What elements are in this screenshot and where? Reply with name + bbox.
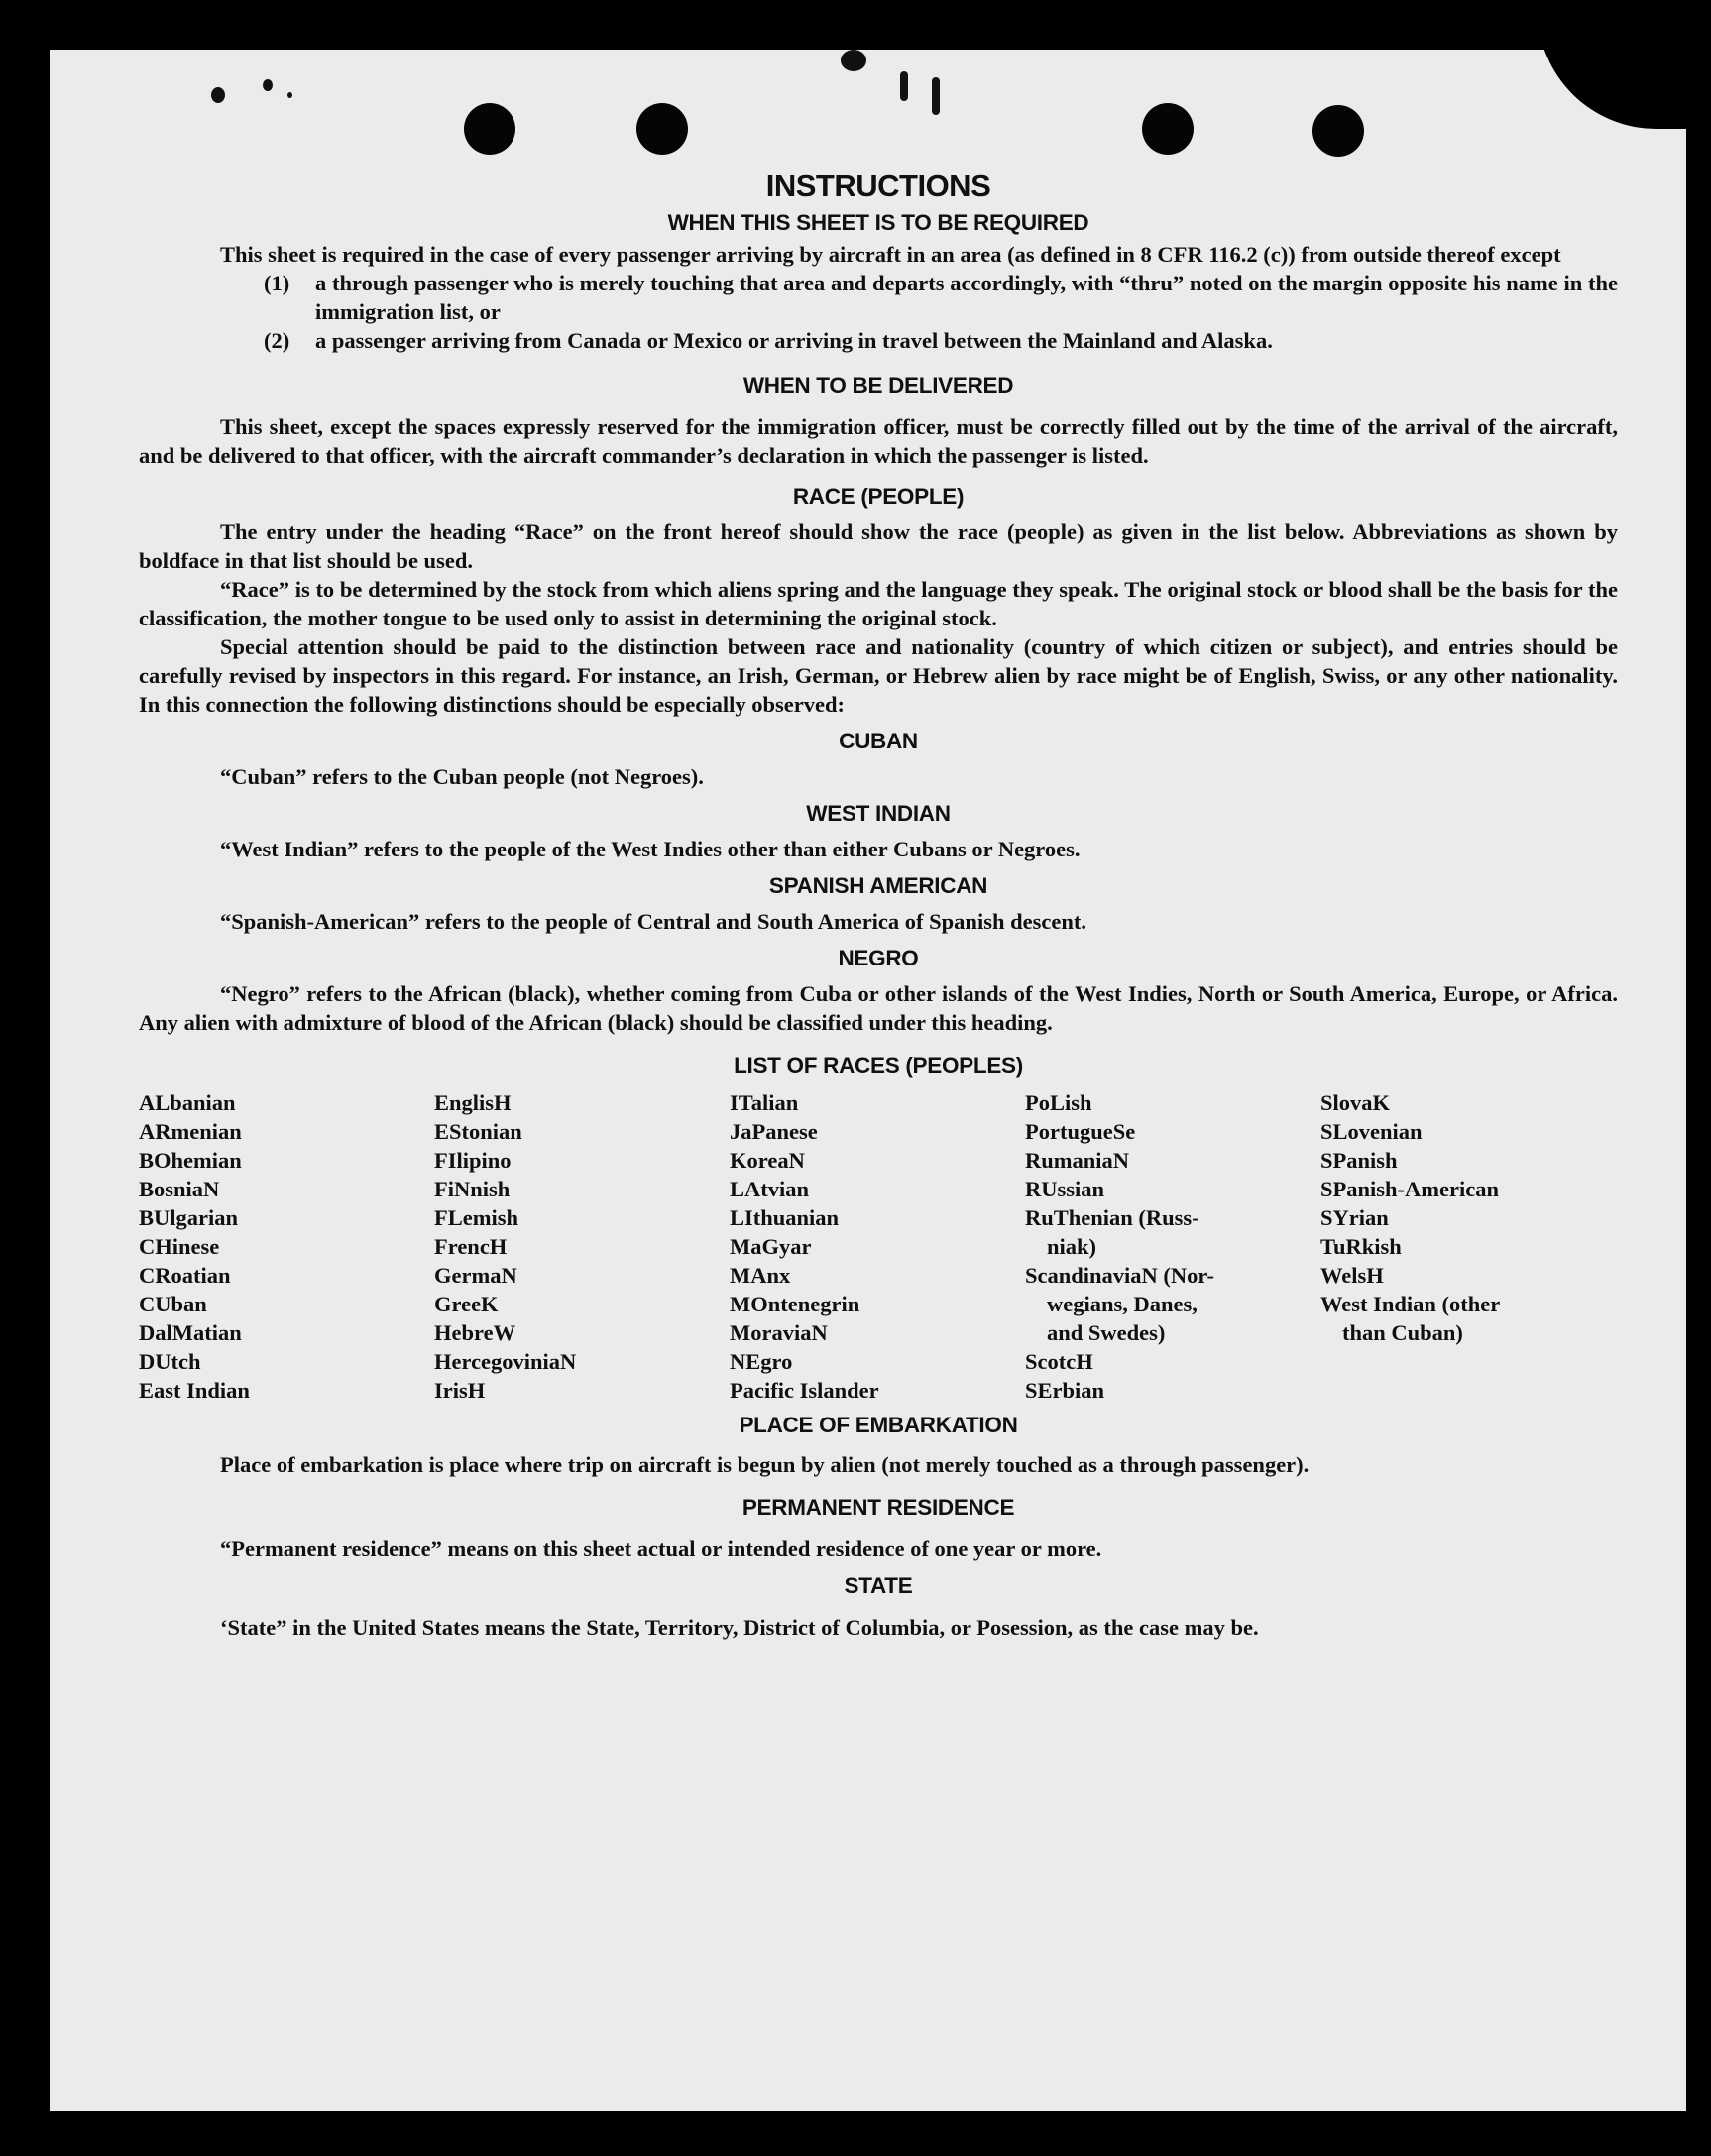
item-number: (1) [264, 271, 290, 295]
race-entry: WelsH [1320, 1263, 1384, 1288]
race-entry: EStonian [434, 1119, 522, 1144]
paragraph: “West Indian” refers to the people of the West Indies other than either Cubans or Negroes. [220, 837, 1081, 861]
item-number: (2) [264, 328, 290, 353]
section-heading: LIST OF RACES (PEOPLES) [734, 1053, 1023, 1078]
race-entry: SPanish-American [1320, 1177, 1499, 1201]
race-entry: LAtvian [730, 1177, 810, 1201]
race-entry: ITalian [730, 1090, 799, 1115]
race-entry: Pacific Islander [730, 1378, 879, 1403]
race-entry: CUban [139, 1292, 207, 1316]
race-entry: BOhemian [139, 1148, 242, 1173]
page-title: INSTRUCTIONS [765, 169, 991, 203]
section-heading: WHEN TO BE DELIVERED [742, 373, 1014, 397]
item-text: a through passenger who is merely touching that area and departs accordingly, with “thru” noted on the margin opposite his name in the immigration list, or [315, 271, 1618, 324]
document-page [50, 50, 1686, 2111]
race-entry: BUlgarian [139, 1205, 239, 1230]
race-entry: ARmenian [139, 1119, 242, 1144]
list-item [139, 269, 1618, 326]
paragraph: This sheet, except the spaces expressly reserved for the immigration officer, must be correctly filled out by the time of the arrival of the aircraft, and be delivered to that officer, with the aircraft commander’s declaration in which the passenger is listed. [139, 414, 1618, 468]
race-entry: DUtch [139, 1349, 201, 1374]
race-entry: JaPanese [730, 1119, 818, 1144]
race-entry: DalMatian [139, 1320, 242, 1345]
race-entry: KoreaN [730, 1148, 805, 1173]
paragraph: Special attention should be paid to the distinction between race and nationality (country of which citizen or subject), and entries should be carefully revised by inspectors in this regard. For instance, an Irish, German, or Hebrew alien by race might be of English, Swiss, or any other nationality. In this connection the following distinctions should be especially observed: [139, 634, 1618, 717]
race-entry: ALbanian [139, 1090, 236, 1115]
race-entry-continued: niak) [1047, 1234, 1097, 1259]
race-column [1320, 1088, 1616, 1405]
paragraph: “Spanish-American” refers to the people of Central and South America of Spanish descent. [220, 909, 1086, 934]
race-entry: NEgro [730, 1349, 793, 1374]
race-entry: CHinese [139, 1234, 220, 1259]
race-entry: GreeK [434, 1292, 499, 1316]
ink-speck [287, 92, 292, 98]
punch-hole [1312, 105, 1364, 157]
race-entry: RuThenian (Russ- [1025, 1205, 1199, 1230]
race-entry: SYrian [1320, 1205, 1389, 1230]
race-entry: ScandinaviaN (Nor- [1025, 1263, 1215, 1288]
paragraph: “Negro” refers to the African (black), whether coming from Cuba or other islands of the West Indies, North or South America, Europe, or Africa. Any alien with admixture of blood of the African (black) should be classified under this heading. [139, 981, 1618, 1035]
section-heading: STATE [844, 1573, 913, 1598]
paragraph: ‘State” in the United States means the State, Territory, District of Columbia, or Posession, as the case may be. [220, 1615, 1259, 1640]
paragraph-text: in that list should be used. [224, 548, 473, 573]
section-heading: WHEN THIS SHEET IS TO BE REQUIRED [667, 210, 1089, 235]
race-entry: CRoatian [139, 1263, 231, 1288]
section-heading: CUBAN [839, 729, 918, 753]
race-entry: MaGyar [730, 1234, 812, 1259]
paragraph: Place of embarkation is place where trip on aircraft is begun by alien (not merely touched as a through passenger). [220, 1452, 1310, 1477]
race-entry: ScotcH [1025, 1349, 1093, 1374]
section-heading: RACE (PEOPLE) [792, 484, 965, 509]
race-column [434, 1088, 730, 1405]
race-entry: IrisH [434, 1378, 486, 1403]
ink-speck [211, 87, 225, 103]
section-heading: WEST INDIAN [806, 801, 951, 826]
ink-speck [900, 71, 908, 101]
race-entry: SPanish [1320, 1148, 1398, 1173]
race-entry: PortugueSe [1025, 1119, 1136, 1144]
race-entry: SErbian [1025, 1378, 1105, 1403]
punch-hole [464, 103, 515, 155]
section-heading: SPANISH AMERICAN [768, 873, 988, 898]
race-list [139, 1088, 1618, 1405]
section-heading: PLACE OF EMBARKATION [739, 1413, 1018, 1437]
race-entry: HercegoviniaN [434, 1349, 577, 1374]
list-item [139, 326, 1618, 355]
race-column [139, 1088, 434, 1405]
race-entry: West Indian (other [1320, 1292, 1501, 1316]
race-entry: FIlipino [434, 1148, 512, 1173]
race-entry: FrencH [434, 1234, 508, 1259]
race-entry: BosniaN [139, 1177, 220, 1201]
race-entry: LIthuanian [730, 1205, 840, 1230]
instructions-content [139, 167, 1618, 1642]
race-entry: HebreW [434, 1320, 516, 1345]
race-entry: SLovenian [1320, 1119, 1423, 1144]
item-text: a passenger arriving from Canada or Mexico or arriving in travel between the Mainland and Alaska. [315, 328, 1273, 353]
punch-hole [1142, 103, 1194, 155]
race-entry: PoLish [1025, 1090, 1092, 1115]
emphasis-text: except [1500, 242, 1561, 267]
paragraph-text: This sheet is required in the case of every passenger arriving by aircraft in an area (as defined in 8 CFR 116.2 (c)) from outside thereof [220, 242, 1495, 267]
race-entry: SlovaK [1320, 1090, 1391, 1115]
race-entry-continued: and Swedes) [1047, 1320, 1166, 1345]
torn-corner [1538, 50, 1686, 129]
race-entry: RUssian [1025, 1177, 1105, 1201]
race-entry-continued: wegians, Danes, [1047, 1292, 1198, 1316]
ink-speck [932, 77, 940, 115]
race-entry: FiNnish [434, 1177, 511, 1201]
paragraph [139, 517, 1618, 575]
ink-speck [841, 50, 866, 71]
race-column [730, 1088, 1025, 1405]
race-entry: EnglisH [434, 1090, 512, 1115]
race-entry: TuRkish [1320, 1234, 1402, 1259]
paragraph: “Race” is to be determined by the stock from which aliens spring and the language they speak. The original stock or blood shall be the basis for the classification, the mother tongue to be used only to assist in determining the original stock. [139, 577, 1618, 630]
paragraph [139, 240, 1618, 269]
paragraph-text: The entry under the heading “Race” on the front hereof should show the race (people) as given in the list below. Abbreviations as shown by [220, 519, 1618, 544]
race-entry-continued: than Cuban) [1342, 1320, 1463, 1345]
race-entry: MoraviaN [730, 1320, 828, 1345]
race-entry: RumaniaN [1025, 1148, 1130, 1173]
race-entry: GermaN [434, 1263, 517, 1288]
section-heading: NEGRO [838, 946, 919, 970]
race-column [1025, 1088, 1320, 1405]
race-entry: East Indian [139, 1378, 250, 1403]
punch-hole [636, 103, 688, 155]
race-entry: MOntenegrin [730, 1292, 860, 1316]
paragraph: “Permanent residence” means on this sheet actual or intended residence of one year or more. [220, 1536, 1102, 1561]
race-entry: MAnx [730, 1263, 791, 1288]
emphasis-text: boldface [139, 548, 220, 573]
section-heading: PERMANENT RESIDENCE [741, 1495, 1015, 1520]
paragraph: “Cuban” refers to the Cuban people (not Negroes). [220, 764, 704, 789]
ink-speck [263, 79, 273, 91]
race-entry: FLemish [434, 1205, 519, 1230]
